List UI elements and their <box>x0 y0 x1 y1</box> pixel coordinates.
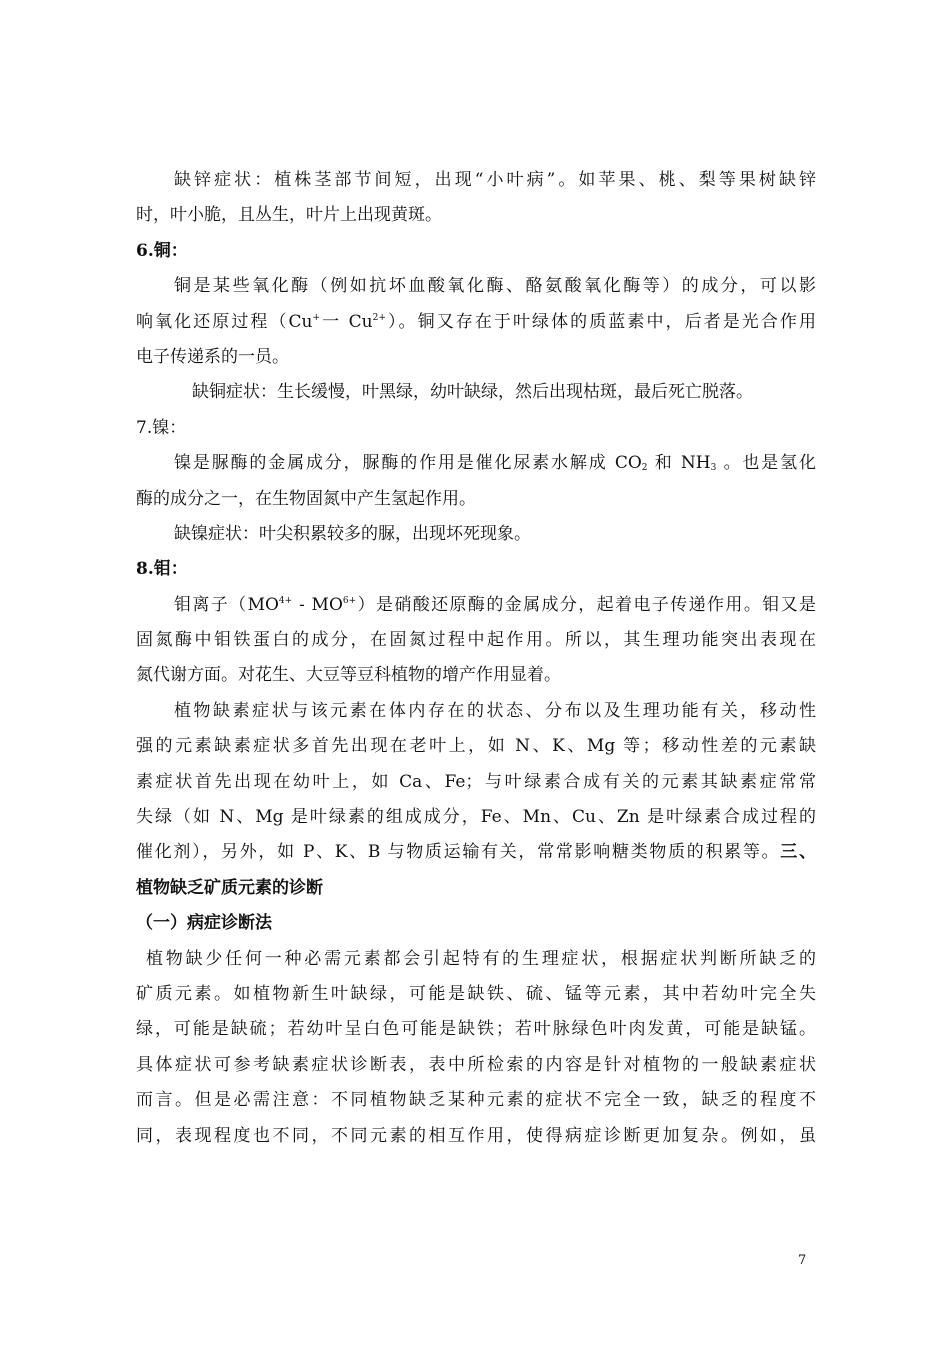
copper-paragraph-line-2: 响氧化还原过程（Cu+一 $Cu^{2+}$）。铜又存在于叶绿体的质蓝素中，后者是光合作用 <box>136 311 816 332</box>
copper-symptom: 缺铜症状：生长缓慢，叶黑绿，幼叶缺绿，然后出现枯斑，最后死亡脱落。 <box>192 382 753 403</box>
section-3-title: 植物缺乏矿质元素的诊断 <box>136 877 323 898</box>
molybdenum-paragraph-line-3: 氮代谢方面。对花生、大豆等豆科植物的增产作用显着。 <box>136 665 561 686</box>
zinc-symptom-line-2: 时，叶小脆，且丛生，叶片上出现黄斑。 <box>136 205 442 226</box>
copper-paragraph-line-1: 铜是某些氧化酶（例如抗坏血酸氧化酶、酪氨酸氧化酶等）的成分，可以影 <box>174 276 816 297</box>
diagnosis-line-3: 绿，可能是缺硫；若幼叶呈白色可能是缺铁；若叶脉绿色叶肉发黄，可能是缺锰。 <box>136 1019 816 1040</box>
document-body <box>136 163 816 1154</box>
molybdenum-heading: 8.钼： <box>136 559 188 580</box>
nickel-paragraph-line-2: 酶的成分之一，在生物固氮中产生氢起作用。 <box>136 488 476 509</box>
diagnosis-line-5: 而言。但是必需注意：不同植物缺乏某种元素的症状不完全一致，缺乏的程度不 <box>136 1090 816 1111</box>
zinc-symptom-line-1: 缺锌症状：植株茎部节间短，出现“小叶病”。如苹果、桃、梨等果树缺锌 <box>174 170 816 190</box>
summary-line-4: 失绿（如 N、Mg 是叶绿素的组成成分，Fe、Mn、Cu、Zn 是叶绿素合成过程的 <box>136 807 816 828</box>
page-number: 7 <box>798 1253 807 1268</box>
nickel-symptom: 缺镍症状：叶尖积累较多的脲，出现坏死现象。 <box>174 523 531 544</box>
molybdenum-paragraph-line-1: 钼离子$(MO^{4+} - MO^{6+})$是硝酸还原酶的金属成分，起着电子传递作用。钼又是 <box>174 594 816 615</box>
diagnosis-line-1: 植物缺少任何一种必需元素都会引起特有的生理症状，根据症状判断所缺乏的 <box>146 948 816 969</box>
molybdenum-paragraph-line-2: 固氮酶中钼铁蛋白的成分，在固氮过程中起作用。所以，其生理功能突出表现在 <box>136 630 816 651</box>
diagnosis-line-4: 具体症状可参考缺素症状诊断表，表中所检索的内容是针对植物的一般缺素症状 <box>136 1054 816 1075</box>
section-3-number: 三、 <box>780 842 817 863</box>
section-3-subtitle: （一）病症诊断法 <box>136 913 272 934</box>
diagnosis-line-2: 矿质元素。如植物新生叶缺绿，可能是缺铁、硫、锰等元素，其中若幼叶完全失 <box>136 983 816 1004</box>
diagnosis-line-6: 同，表现程度也不同，不同元素的相互作用，使得病症诊断更加复杂。例如，虽 <box>136 1125 816 1146</box>
summary-line-3: 素症状首先出现在幼叶上，如 Ca、Fe；与叶绿素合成有关的元素其缺素症常常 <box>136 771 816 792</box>
copper-paragraph-line-3: 电子传递系的一员。 <box>136 346 289 367</box>
nickel-heading: 7.镍： <box>136 417 187 438</box>
copper-heading: 6.铜： <box>136 240 188 261</box>
nickel-paragraph-line-1: 镍是脲酶的金属成分，脲酶的作用是催化尿素水解成 $CO_2$ 和 $NH_3$ 。也是氢化 <box>174 453 816 474</box>
summary-line-1: 植物缺素症状与该元素在体内存在的状态、分布以及生理功能有关，移动性 <box>174 700 816 721</box>
summary-line-5: 催化剂），另外，如 P、K、B 与物质运输有关，常常影响糖类物质的积累等。三、 <box>136 842 817 863</box>
summary-line-2: 强的元素缺素症状多首先出现在老叶上，如 N、K、Mg 等；移动性差的元素缺 <box>136 736 816 757</box>
